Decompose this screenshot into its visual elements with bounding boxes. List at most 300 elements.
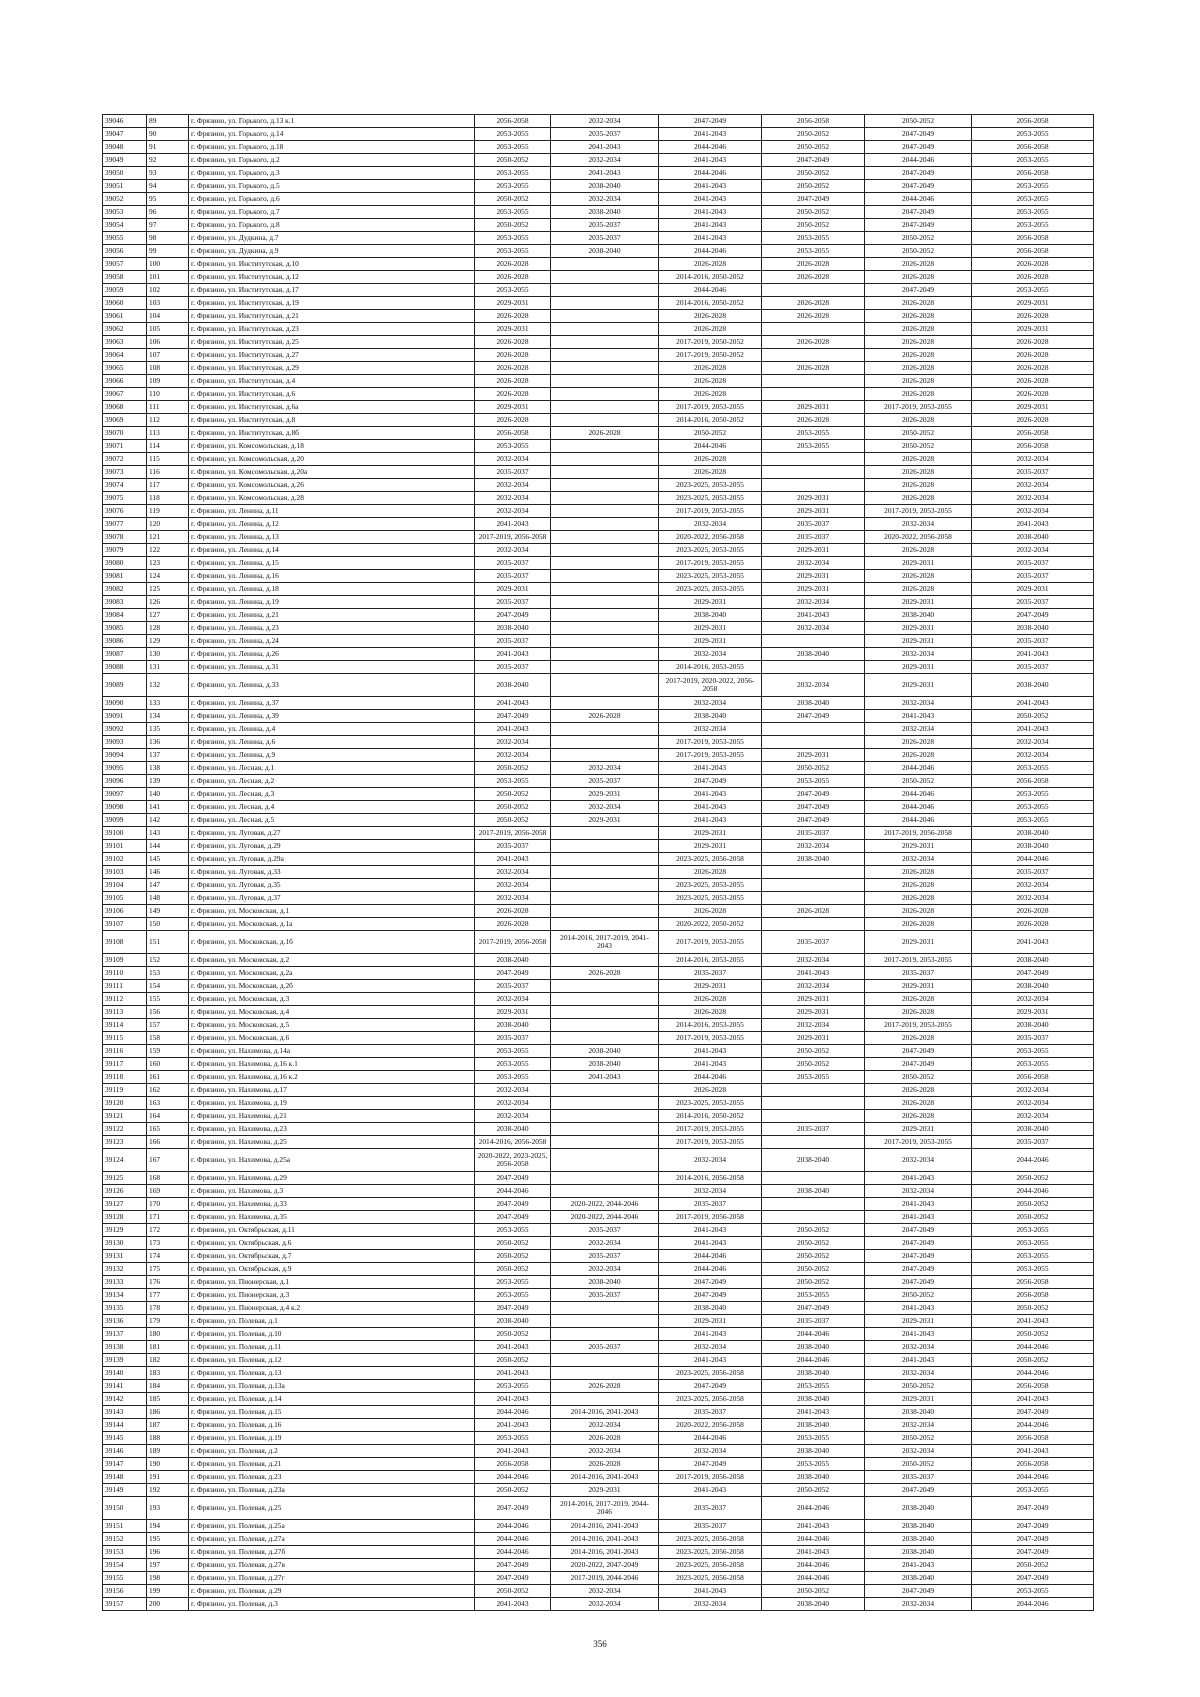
period-cell-4 [762,918,865,931]
period-cell-2 [551,531,659,544]
period-cell-4: 2044-2046 [762,1328,865,1341]
period-cell-5: 2050-2052 [865,232,972,245]
period-cell-4: 2038-2040 [762,853,865,866]
table-row [103,1302,1094,1315]
period-cell-5: 2017-2019, 2053-2055 [865,1136,972,1149]
period-cell-1: 2026-2028 [475,918,551,931]
period-cell-3: 2026-2028 [659,1006,762,1019]
address-cell: г. Фрязино, ул. Лесная, д.4 [189,801,475,814]
period-cell-1: 2044-2046 [475,1471,551,1484]
period-cell-1: 2035-2037 [475,466,551,479]
period-cell-5: 2029-2031 [865,557,972,570]
period-cell-4: 2038-2040 [762,1367,865,1380]
address-cell: г. Фрязино, ул. Институтская, д.8б [189,427,475,440]
row-id-cell: 39125 [103,1172,147,1185]
period-cell-2 [551,466,659,479]
table-row [103,1341,1094,1354]
period-cell-4: 2038-2040 [762,1445,865,1458]
row-number-cell: 157 [147,1019,189,1032]
row-id-cell: 39091 [103,710,147,723]
row-id-cell: 39108 [103,931,147,954]
row-number-cell: 112 [147,414,189,427]
period-cell-6: 2029-2031 [972,297,1094,310]
period-cell-6: 2053-2055 [972,1224,1094,1237]
period-cell-6: 2053-2055 [972,1585,1094,1598]
period-cell-3: 2023-2025, 2056-2058 [659,1367,762,1380]
period-cell-2: 2035-2037 [551,232,659,245]
period-cell-6: 2038-2040 [972,980,1094,993]
row-id-cell: 39077 [103,518,147,531]
period-cell-3: 2032-2034 [659,648,762,661]
row-id-cell: 39142 [103,1393,147,1406]
period-cell-3: 2023-2025, 2053-2055 [659,892,762,905]
period-cell-5: 2047-2049 [865,206,972,219]
table-row [103,258,1094,271]
period-cell-6: 2035-2037 [972,661,1094,674]
table-row [103,531,1094,544]
period-cell-5: 2026-2028 [865,323,972,336]
period-cell-4 [762,1172,865,1185]
table-row [103,349,1094,362]
period-cell-6: 2038-2040 [972,954,1094,967]
row-id-cell: 39099 [103,814,147,827]
address-cell: г. Фрязино, ул. Институтская, д.6а [189,401,475,414]
row-id-cell: 39062 [103,323,147,336]
period-cell-2 [551,544,659,557]
address-cell: г. Фрязино, ул. Нахимова, д.25а [189,1149,475,1172]
period-cell-2: 2035-2037 [551,1224,659,1237]
row-id-cell: 39073 [103,466,147,479]
row-id-cell: 39063 [103,336,147,349]
period-cell-6: 2053-2055 [972,154,1094,167]
row-id-cell: 39137 [103,1328,147,1341]
period-cell-1: 2032-2034 [475,993,551,1006]
period-cell-4 [762,1084,865,1097]
table-row [103,1123,1094,1136]
address-cell: г. Фрязино, ул. Полевая, д.27а [189,1533,475,1546]
row-number-cell: 194 [147,1520,189,1533]
period-cell-1: 2044-2046 [475,1533,551,1546]
table-row [103,1328,1094,1341]
period-cell-2: 2020-2022, 2044-2046 [551,1211,659,1224]
period-cell-1: 2041-2043 [475,518,551,531]
row-id-cell: 39120 [103,1097,147,1110]
period-cell-5: 2032-2034 [865,1445,972,1458]
table-row [103,697,1094,710]
period-cell-5: 2050-2052 [865,1071,972,1084]
table-row [103,1598,1094,1611]
period-cell-4 [762,866,865,879]
row-id-cell: 39059 [103,284,147,297]
period-cell-6: 2053-2055 [972,128,1094,141]
row-id-cell: 39064 [103,349,147,362]
period-cell-1: 2050-2052 [475,762,551,775]
row-id-cell: 39049 [103,154,147,167]
period-cell-3: 2020-2022, 2056-2058 [659,531,762,544]
period-cell-2 [551,1302,659,1315]
period-cell-3: 2014-2016, 2050-2052 [659,414,762,427]
address-cell: г. Фрязино, ул. Институтская, д.19 [189,297,475,310]
period-cell-5: 2017-2019, 2053-2055 [865,954,972,967]
period-cell-2: 2017-2019, 2044-2046 [551,1572,659,1585]
period-cell-6: 2032-2034 [972,505,1094,518]
period-cell-5: 2050-2052 [865,775,972,788]
table-row [103,414,1094,427]
row-number-cell: 91 [147,141,189,154]
period-cell-3: 2026-2028 [659,388,762,401]
period-cell-2 [551,661,659,674]
table-row [103,1354,1094,1367]
row-number-cell: 92 [147,154,189,167]
period-cell-1: 2041-2043 [475,1445,551,1458]
address-cell: г. Фрязино, ул. Дудкина, д.9 [189,245,475,258]
row-id-cell: 39102 [103,853,147,866]
row-id-cell: 39056 [103,245,147,258]
table-row [103,1315,1094,1328]
period-cell-1: 2032-2034 [475,1084,551,1097]
row-number-cell: 107 [147,349,189,362]
period-cell-4: 2047-2049 [762,154,865,167]
period-cell-2 [551,596,659,609]
row-id-cell: 39051 [103,180,147,193]
period-cell-6: 2047-2049 [972,609,1094,622]
row-number-cell: 196 [147,1546,189,1559]
period-cell-5: 2026-2028 [865,866,972,879]
period-cell-1: 2032-2034 [475,749,551,762]
period-cell-1: 2053-2055 [475,775,551,788]
period-cell-6: 2032-2034 [972,892,1094,905]
table-row [103,453,1094,466]
table-row [103,219,1094,232]
period-cell-2: 2014-2016, 2017-2019, 2041-2043 [551,931,659,954]
row-id-cell: 39058 [103,271,147,284]
address-cell: г. Фрязино, ул. Институтская, д.27 [189,349,475,362]
address-cell: г. Фрязино, ул. Московская, д.3 [189,993,475,1006]
table-row [103,840,1094,853]
address-cell: г. Фрязино, ул. Горького, д.2 [189,154,475,167]
period-cell-4 [762,1097,865,1110]
table-row [103,388,1094,401]
period-cell-2 [551,736,659,749]
period-cell-5: 2020-2022, 2056-2058 [865,531,972,544]
row-id-cell: 39155 [103,1572,147,1585]
address-cell: г. Фрязино, ул. Нахимова, д.16 к.1 [189,1058,475,1071]
period-cell-3: 2047-2049 [659,775,762,788]
period-cell-2: 2032-2034 [551,154,659,167]
row-number-cell: 147 [147,879,189,892]
row-number-cell: 166 [147,1136,189,1149]
period-cell-3: 2023-2025, 2056-2058 [659,1546,762,1559]
period-cell-3: 2035-2037 [659,1497,762,1520]
period-cell-3: 2044-2046 [659,141,762,154]
period-cell-5: 2029-2031 [865,661,972,674]
row-number-cell: 132 [147,674,189,697]
period-cell-2 [551,375,659,388]
period-cell-5: 2047-2049 [865,128,972,141]
address-cell: г. Фрязино, ул. Полевая, д.13а [189,1380,475,1393]
row-number-cell: 191 [147,1471,189,1484]
table-row [103,1032,1094,1045]
table-row [103,1497,1094,1520]
address-cell: г. Фрязино, ул. Комсомольская, д.20 [189,453,475,466]
table-row [103,775,1094,788]
period-cell-5: 2026-2028 [865,918,972,931]
address-cell: г. Фрязино, ул. Нахимова, д.23 [189,1123,475,1136]
period-cell-6: 2050-2052 [972,1172,1094,1185]
row-number-cell: 189 [147,1445,189,1458]
table-row [103,879,1094,892]
period-cell-4: 2050-2052 [762,206,865,219]
period-cell-2 [551,1136,659,1149]
address-cell: г. Фрязино, ул. Октябрьская, д.6 [189,1237,475,1250]
address-cell: г. Фрязино, ул. Ленина, д.4 [189,723,475,736]
period-cell-2 [551,1367,659,1380]
row-id-cell: 39154 [103,1559,147,1572]
period-cell-2: 2014-2016, 2041-2043 [551,1546,659,1559]
row-number-cell: 163 [147,1097,189,1110]
period-cell-3: 2023-2025, 2053-2055 [659,479,762,492]
row-number-cell: 89 [147,115,189,128]
period-cell-6: 2041-2043 [972,1393,1094,1406]
period-cell-3: 2041-2043 [659,193,762,206]
period-cell-5: 2050-2052 [865,1432,972,1445]
row-number-cell: 90 [147,128,189,141]
row-number-cell: 101 [147,271,189,284]
address-cell: г. Фрязино, ул. Комсомольская, д.20а [189,466,475,479]
period-cell-5: 2026-2028 [865,749,972,762]
period-cell-6: 2056-2058 [972,1380,1094,1393]
period-cell-3: 2023-2025, 2053-2055 [659,879,762,892]
period-cell-5: 2026-2028 [865,736,972,749]
row-number-cell: 183 [147,1367,189,1380]
period-cell-1: 2026-2028 [475,271,551,284]
table-row [103,1097,1094,1110]
table-row [103,1185,1094,1198]
period-cell-4: 2047-2049 [762,814,865,827]
row-number-cell: 116 [147,466,189,479]
period-cell-6: 2056-2058 [972,1458,1094,1471]
row-id-cell: 39100 [103,827,147,840]
period-cell-6: 2038-2040 [972,674,1094,697]
period-cell-3: 2023-2025, 2056-2058 [659,853,762,866]
period-cell-1: 2026-2028 [475,349,551,362]
address-cell: г. Фрязино, ул. Горького, д.6 [189,193,475,206]
period-cell-2: 2032-2034 [551,801,659,814]
period-cell-1: 2032-2034 [475,492,551,505]
period-cell-4: 2044-2046 [762,1354,865,1367]
period-cell-6: 2044-2046 [972,853,1094,866]
period-cell-1: 2053-2055 [475,1071,551,1084]
row-id-cell: 39143 [103,1406,147,1419]
row-id-cell: 39145 [103,1432,147,1445]
period-cell-3: 2041-2043 [659,1354,762,1367]
period-cell-1: 2038-2040 [475,622,551,635]
table-row [103,762,1094,775]
period-cell-4: 2050-2052 [762,180,865,193]
period-cell-5: 2032-2034 [865,648,972,661]
period-cell-3: 2044-2046 [659,1263,762,1276]
period-cell-5: 2041-2043 [865,1172,972,1185]
period-cell-2 [551,453,659,466]
period-cell-2: 2014-2016, 2041-2043 [551,1471,659,1484]
period-cell-5: 2032-2034 [865,1598,972,1611]
address-cell: г. Фрязино, ул. Ленина, д.9 [189,749,475,762]
period-cell-6: 2056-2058 [972,1071,1094,1084]
period-cell-5: 2026-2028 [865,1032,972,1045]
period-cell-4: 2053-2055 [762,1432,865,1445]
period-cell-4 [762,1110,865,1123]
address-cell: г. Фрязино, ул. Октябрьская, д.7 [189,1250,475,1263]
period-cell-6: 2035-2037 [972,596,1094,609]
row-number-cell: 140 [147,788,189,801]
period-cell-5: 2026-2028 [865,1084,972,1097]
row-number-cell: 195 [147,1533,189,1546]
period-cell-2 [551,310,659,323]
period-cell-2: 2026-2028 [551,967,659,980]
table-row [103,1393,1094,1406]
period-cell-6: 2053-2055 [972,180,1094,193]
table-row [103,180,1094,193]
row-number-cell: 150 [147,918,189,931]
row-number-cell: 138 [147,762,189,775]
period-cell-4: 2035-2037 [762,827,865,840]
period-cell-1: 2050-2052 [475,814,551,827]
period-cell-5: 2047-2049 [865,1263,972,1276]
table-row [103,154,1094,167]
address-cell: г. Фрязино, ул. Нахимова, д.33 [189,1198,475,1211]
period-cell-6: 2041-2043 [972,648,1094,661]
row-id-cell: 39071 [103,440,147,453]
address-cell: г. Фрязино, ул. Ленина, д.23 [189,622,475,635]
period-cell-4: 2029-2031 [762,1032,865,1045]
row-number-cell: 188 [147,1432,189,1445]
row-number-cell: 151 [147,931,189,954]
row-number-cell: 124 [147,570,189,583]
period-cell-3: 2032-2034 [659,1185,762,1198]
period-cell-2: 2035-2037 [551,1341,659,1354]
row-id-cell: 39140 [103,1367,147,1380]
row-id-cell: 39128 [103,1211,147,1224]
period-cell-3: 2014-2016, 2050-2052 [659,1110,762,1123]
period-cell-5: 2026-2028 [865,583,972,596]
row-id-cell: 39111 [103,980,147,993]
period-cell-6: 2050-2052 [972,1328,1094,1341]
address-cell: г. Фрязино, ул. Ленина, д.24 [189,635,475,648]
address-cell: г. Фрязино, ул. Ленина, д.13 [189,531,475,544]
period-cell-6: 2035-2037 [972,1136,1094,1149]
period-cell-4: 2050-2052 [762,1045,865,1058]
address-cell: г. Фрязино, ул. Полевая, д.1 [189,1315,475,1328]
period-cell-2 [551,827,659,840]
row-number-cell: 123 [147,557,189,570]
address-cell: г. Фрязино, ул. Октябрьская, д.11 [189,1224,475,1237]
period-cell-4: 2029-2031 [762,544,865,557]
period-cell-6: 2053-2055 [972,801,1094,814]
period-cell-3: 2032-2034 [659,697,762,710]
period-cell-4: 2047-2049 [762,801,865,814]
address-cell: г. Фрязино, ул. Институтская, д.12 [189,271,475,284]
table-row [103,115,1094,128]
period-cell-6: 2038-2040 [972,531,1094,544]
row-id-cell: 39132 [103,1263,147,1276]
period-cell-5: 2047-2049 [865,284,972,297]
period-cell-1: 2032-2034 [475,736,551,749]
period-cell-1: 2032-2034 [475,1097,551,1110]
period-cell-5: 2047-2049 [865,1237,972,1250]
period-cell-2 [551,1185,659,1198]
period-cell-1: 2035-2037 [475,840,551,853]
row-number-cell: 185 [147,1393,189,1406]
period-cell-2: 2038-2040 [551,206,659,219]
table-row [103,193,1094,206]
period-cell-6: 2053-2055 [972,219,1094,232]
period-cell-5: 2026-2028 [865,466,972,479]
period-cell-6: 2053-2055 [972,206,1094,219]
period-cell-1: 2041-2043 [475,1598,551,1611]
period-cell-5: 2029-2031 [865,1123,972,1136]
period-cell-2 [551,1149,659,1172]
row-number-cell: 176 [147,1276,189,1289]
row-number-cell: 158 [147,1032,189,1045]
period-cell-4: 2041-2043 [762,609,865,622]
period-cell-1: 2029-2031 [475,401,551,414]
table-row [103,1084,1094,1097]
row-id-cell: 39082 [103,583,147,596]
row-id-cell: 39088 [103,661,147,674]
address-cell: г. Фрязино, ул. Ленина, д.21 [189,609,475,622]
period-cell-1: 2047-2049 [475,967,551,980]
period-cell-3: 2017-2019, 2053-2055 [659,931,762,954]
table-row [103,853,1094,866]
table-row [103,1484,1094,1497]
table-row [103,1380,1094,1393]
period-cell-3: 2044-2046 [659,245,762,258]
period-cell-4: 2053-2055 [762,440,865,453]
period-cell-3: 2032-2034 [659,1445,762,1458]
row-id-cell: 39066 [103,375,147,388]
period-cell-5: 2038-2040 [865,1520,972,1533]
row-id-cell: 39101 [103,840,147,853]
period-cell-1: 2041-2043 [475,1341,551,1354]
table-row [103,297,1094,310]
table-row [103,505,1094,518]
period-cell-2: 2035-2037 [551,128,659,141]
period-cell-3: 2023-2025, 2053-2055 [659,492,762,505]
address-cell: г. Фрязино, ул. Нахимова, д.16 к.2 [189,1071,475,1084]
period-cell-5: 2032-2034 [865,697,972,710]
period-cell-6: 2047-2049 [972,967,1094,980]
period-cell-3: 2032-2034 [659,518,762,531]
period-cell-6: 2044-2046 [972,1149,1094,1172]
row-number-cell: 200 [147,1598,189,1611]
period-cell-2 [551,697,659,710]
period-cell-2 [551,1032,659,1045]
period-cell-2: 2035-2037 [551,1289,659,1302]
period-cell-4 [762,635,865,648]
period-cell-3: 2017-2019, 2053-2055 [659,736,762,749]
period-cell-2 [551,414,659,427]
row-number-cell: 134 [147,710,189,723]
period-cell-2: 2026-2028 [551,1432,659,1445]
table-row [103,635,1094,648]
period-cell-6: 2053-2055 [972,788,1094,801]
period-cell-5: 2041-2043 [865,1559,972,1572]
period-cell-4 [762,661,865,674]
address-cell: г. Фрязино, ул. Полевая, д.10 [189,1328,475,1341]
period-cell-1: 2029-2031 [475,297,551,310]
period-cell-2: 2029-2031 [551,788,659,801]
period-cell-2: 2032-2034 [551,1419,659,1432]
